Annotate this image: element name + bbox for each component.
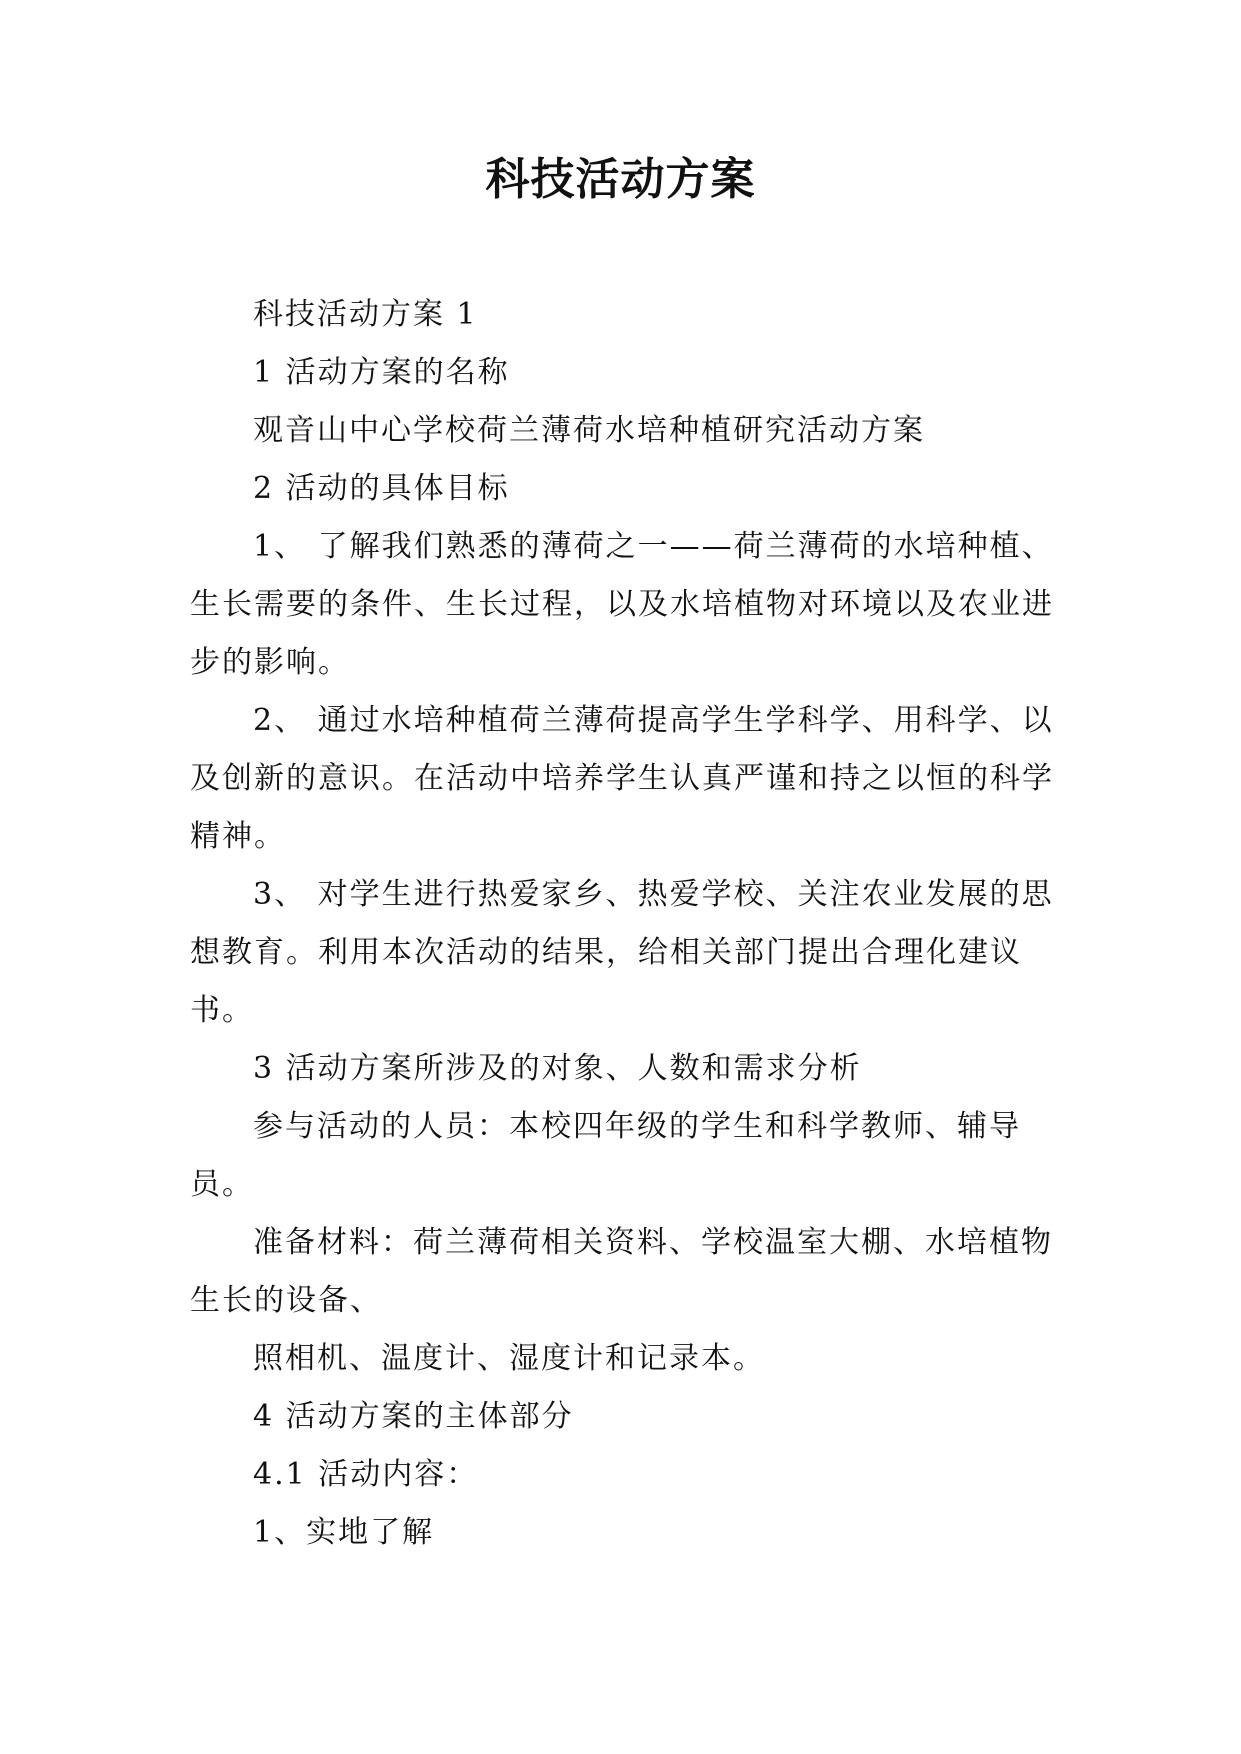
document-body [190,286,1060,1562]
paragraph-step-1: 1、实地了解 [253,1515,435,1550]
document-title: 科技活动方案 [485,154,756,205]
paragraph-goal-3: 3、 对学生进行热爱家乡、热爱学校、关注农业发展的思想教育。利用本次活动的结果，给相关部门提出合理化建议书。 [190,877,1054,1028]
paragraph-participants: 参与活动的人员：本校四年级的学生和科学教师、辅导员。 [190,1109,1021,1202]
paragraph-audience-heading: 3 活动方案所涉及的对象、人数和需求分析 [253,1051,862,1086]
paragraph-main-heading: 4 活动方案的主体部分 [253,1399,574,1434]
paragraph-goal-2: 2、 通过水培种植荷兰薄荷提高学生学科学、用科学、以及创新的意识。在活动中培养学生认真严谨和持之以恒的科学精神。 [190,703,1054,854]
paragraph-goal-1: 1、 了解我们熟悉的薄荷之一——荷兰薄荷的水培种植、生长需要的条件、生长过程，以及水培植物对环境以及农业进步的影响。 [190,529,1054,680]
paragraph-materials: 准备材料：荷兰薄荷相关资料、学校温室大棚、水培植物生长的设备、 [190,1225,1053,1318]
paragraph-section-heading: 科技活动方案 1 [253,297,478,332]
paragraph-activity-name-heading: 1 活动方案的名称 [253,355,510,390]
paragraph-activity-name: 观音山中心学校荷兰薄荷水培种植研究活动方案 [253,413,925,448]
paragraph-equipment: 照相机、温度计、湿度计和记录本。 [253,1341,765,1376]
paragraph-goals-heading: 2 活动的具体目标 [253,471,510,506]
paragraph-content-heading: 4.1 活动内容： [253,1457,479,1492]
